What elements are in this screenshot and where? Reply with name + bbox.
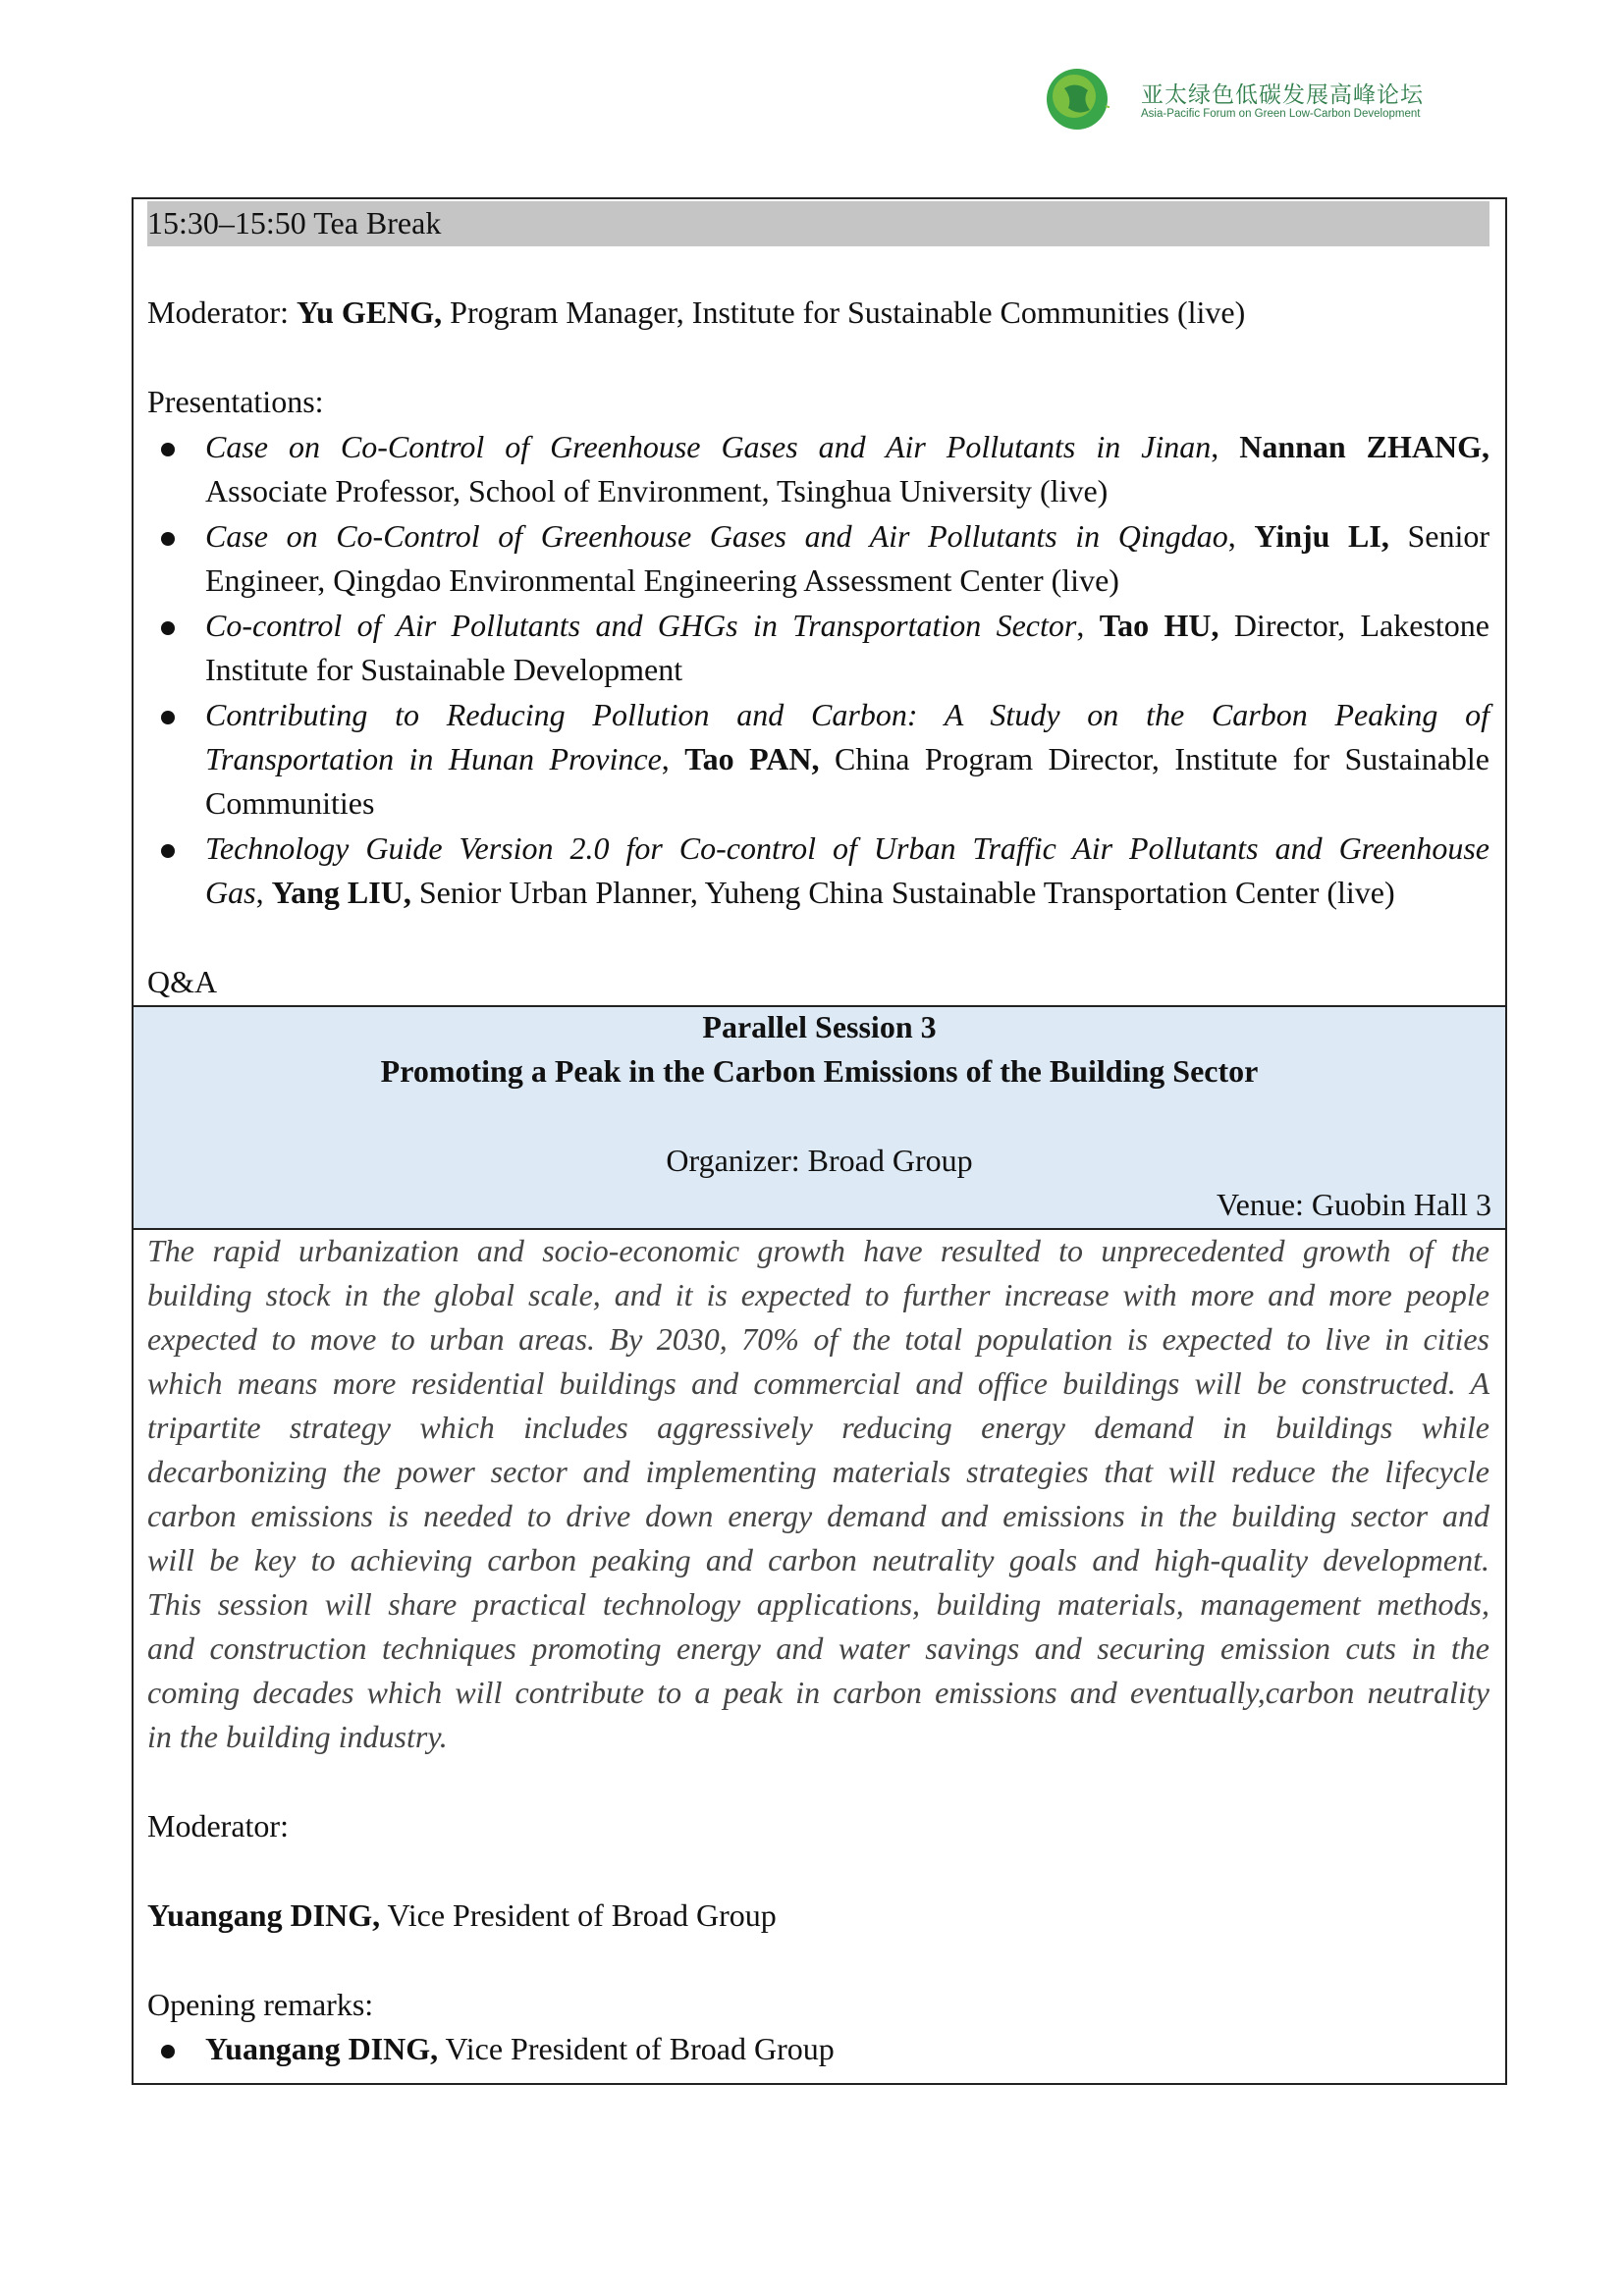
session3-venue: Venue: Guobin Hall 3 xyxy=(1217,1187,1491,1222)
qa-label: Q&A xyxy=(147,964,218,999)
description-line: expected to move to urban areas. By 2030, 70% of the total population is expected to live in cities xyxy=(147,1321,1489,1357)
session3-title: Promoting a Peak in the Carbon Emissions of the Building Sector xyxy=(380,1053,1259,1089)
description-line: which means more residential buildings and commercial and office buildings will be constructed. A xyxy=(147,1365,1489,1401)
moderator-label: Moderator: xyxy=(147,294,297,330)
description-line: decarbonizing the power sector and implementing materials strategies that will reduce the lifecycle xyxy=(147,1454,1489,1489)
forum-logo xyxy=(1045,65,1424,133)
session3-moderator: Yuangang DING, Vice President of Broad Group xyxy=(147,1897,777,1933)
presentation-4-line1: Contributing to Reducing Pollution and Carbon: A Study on the Carbon Peaking of xyxy=(205,697,1489,732)
bullet-icon xyxy=(161,621,175,635)
session3-organizer: Organizer: Broad Group xyxy=(666,1143,973,1178)
description-line: tripartite strategy which includes aggressively reducing energy demand in buildings while xyxy=(147,1410,1489,1445)
presentation-1-line1: Case on Co-Control of Greenhouse Gases and Air Pollutants in Jinan, Nannan ZHANG, xyxy=(205,429,1490,464)
moderator-role: Program Manager, Institute for Sustainable Communities (live) xyxy=(442,294,1246,330)
logo-english-text: Asia-Pacific Forum on Green Low-Carbon Development xyxy=(1141,108,1421,120)
session2-moderator xyxy=(147,291,1245,336)
presentation-4-line2: Transportation in Hunan Province, Tao PAN, China Program Director, Institute for Sustainable xyxy=(205,741,1490,776)
tea-break-text: 15:30–15:50 Tea Break xyxy=(147,205,442,240)
bullet-icon xyxy=(161,443,175,456)
description-line: coming decades which will contribute to a peak in carbon emissions and eventually,carbon neutrality xyxy=(147,1675,1489,1710)
presentation-3-line1: Co-control of Air Pollutants and GHGs in Transportation Sector, Tao HU, Director, Lakestone xyxy=(205,608,1490,643)
presentation-4-line3: Communities xyxy=(205,785,375,821)
opening-remarks-label: Opening remarks: xyxy=(147,1987,374,2022)
session3-heading: Parallel Session 3 xyxy=(702,1009,937,1044)
globe-leaf-icon xyxy=(1045,67,1110,132)
session3-moderator-label: Moderator: xyxy=(147,1808,289,1843)
presentation-2-line1: Case on Co-Control of Greenhouse Gases and Air Pollutants in Qingdao, Yinju LI, Senior xyxy=(205,518,1490,554)
bullet-icon xyxy=(161,2045,175,2058)
description-line: This session will share practical technology applications, building materials, management methods, xyxy=(147,1586,1489,1622)
description-line: building stock in the global scale, and it is expected to further increase with more and more people xyxy=(147,1277,1489,1312)
presentation-3-line2: Institute for Sustainable Development xyxy=(205,652,683,687)
agenda-table xyxy=(132,197,1507,2085)
presentation-1-line2: Associate Professor, School of Environment, Tsinghua University (live) xyxy=(205,473,1109,508)
presentation-5-line2: Gas, Yang LIU, Senior Urban Planner, Yuheng China Sustainable Transportation Center (live) xyxy=(205,875,1395,910)
moderator-name: Yu GENG, xyxy=(296,294,443,330)
opening-remarks-speaker: Yuangang DING, Vice President of Broad Group xyxy=(205,2031,835,2066)
presentations-label: Presentations: xyxy=(147,384,324,419)
description-line: The rapid urbanization and socio-economic growth have resulted to unprecedented growth of the xyxy=(147,1233,1489,1268)
bullet-icon xyxy=(161,532,175,546)
description-line: carbon emissions is needed to drive down energy demand and emissions in the building sector and xyxy=(147,1498,1489,1533)
presentation-2-line2: Engineer, Qingdao Environmental Engineering Assessment Center (live) xyxy=(205,562,1119,598)
bullet-icon xyxy=(161,844,175,858)
description-line: in the building industry. xyxy=(147,1719,448,1754)
bullet-icon xyxy=(161,711,175,724)
presentation-5-line1: Technology Guide Version 2.0 for Co-control of Urban Traffic Air Pollutants and Greenhouse xyxy=(205,830,1489,866)
logo-chinese-text: 亚太绿色低碳发展高峰论坛 xyxy=(1141,82,1424,108)
description-line: and construction techniques promoting energy and water savings and securing emission cuts in the xyxy=(147,1630,1489,1666)
description-line: will be key to achieving carbon peaking and carbon neutrality goals and high-quality development. xyxy=(147,1542,1489,1577)
